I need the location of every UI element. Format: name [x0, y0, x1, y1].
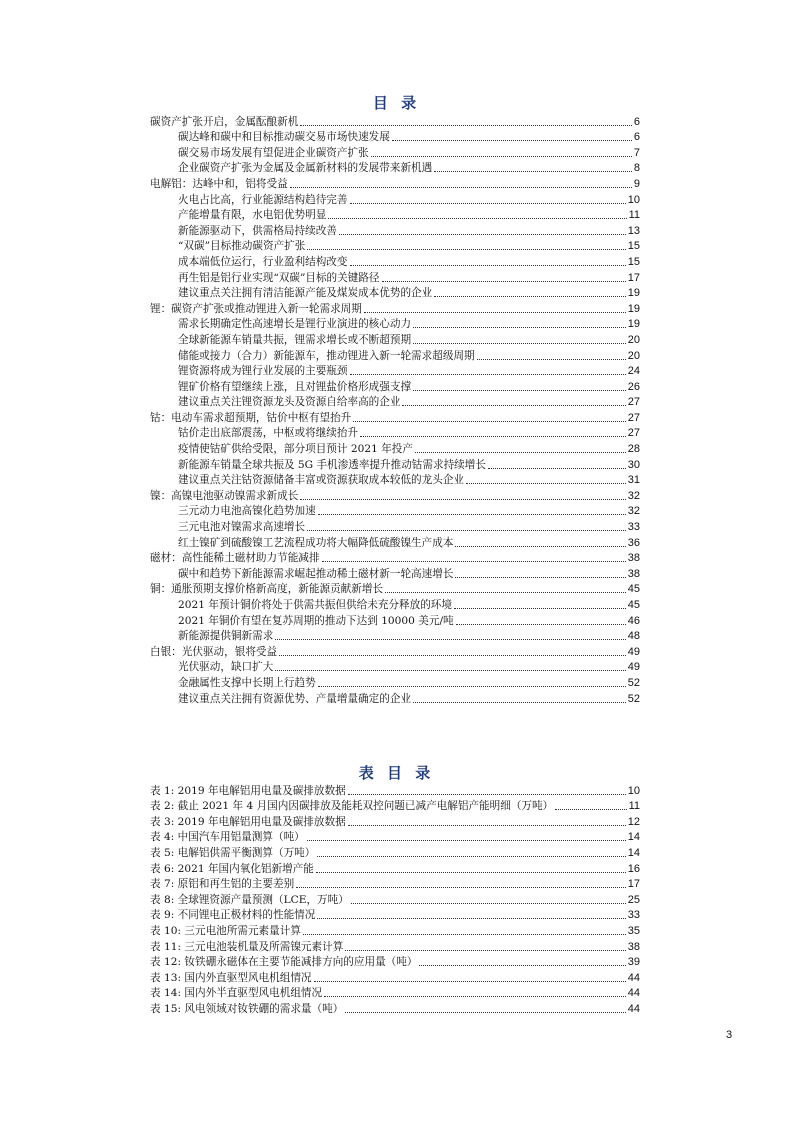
- table-toc-entry-label: 表 9: 不同锂电正极材料的性能情况: [150, 909, 316, 922]
- table-toc-entry[interactable]: [150, 876, 640, 892]
- toc-entry[interactable]: [150, 674, 640, 690]
- table-toc-list: [150, 782, 640, 1016]
- toc-entry[interactable]: [150, 456, 640, 472]
- toc-entry-label: 三元动力电池高镍化趋势加速: [178, 505, 316, 518]
- toc-entry[interactable]: [150, 363, 640, 379]
- leader-dots: [307, 530, 626, 531]
- toc-entry-page: 7: [633, 146, 640, 159]
- toc-entry[interactable]: [150, 612, 640, 628]
- toc-entry-page: 45: [627, 599, 640, 611]
- toc-entry-page: 49: [627, 661, 640, 674]
- toc-entry-page: 38: [627, 552, 640, 565]
- toc-entry-page: 28: [627, 443, 640, 456]
- toc-entry-label: 钴价走出底部震荡，中枢或将继续抬升: [178, 427, 359, 440]
- leader-dots: [316, 872, 626, 873]
- page-number: 3: [726, 1029, 733, 1041]
- toc-entry-page: 45: [627, 583, 640, 596]
- leader-dots: [413, 327, 626, 328]
- toc-entry-label: 新能源提供铜新需求: [178, 630, 274, 643]
- toc-entry-page: 27: [627, 396, 640, 409]
- toc-entry[interactable]: [150, 518, 640, 534]
- toc-entry-page: 19: [627, 287, 640, 300]
- toc-entry-label: 需求长期确定性高速增长是锂行业演进的核心动力: [178, 318, 412, 331]
- toc-entry-label: 锂矿价格有望继续上涨，且对锂盐价格形成强支撑: [178, 380, 412, 393]
- table-toc-entry[interactable]: [150, 891, 640, 907]
- toc-entry-label: 建议重点关注拥有资源优势、产量增量确定的企业: [178, 692, 412, 705]
- leader-dots: [413, 343, 626, 344]
- toc-entry[interactable]: [150, 222, 640, 238]
- toc-entry-label: 电解铝：达峰中和，铝将受益: [150, 177, 288, 190]
- toc-entry-page: 11: [628, 209, 640, 222]
- leader-dots: [345, 1012, 625, 1013]
- leader-dots: [456, 624, 626, 625]
- toc-entry-page: 48: [627, 630, 640, 643]
- table-toc-entry-page: 38: [627, 940, 640, 953]
- toc-entry-label: 金融属性支撑中长期上行趋势: [178, 676, 316, 689]
- toc-entry-label: 产能增量有限，水电铝优势明显: [178, 209, 327, 222]
- toc-entry-label: 白银：光伏驱动，银将受益: [150, 645, 278, 658]
- table-toc-entry-label: 表 14: 国内外半直驱型风电机组情况: [150, 987, 323, 1000]
- toc-entry[interactable]: [150, 487, 640, 503]
- toc-entry-label: 全球新能源车销量共振，锂需求增长或不断超预期: [178, 333, 412, 346]
- toc-entry[interactable]: [150, 285, 640, 301]
- toc-entry-label: 光伏驱动，缺口扩大: [178, 661, 274, 674]
- table-toc-entry-page: 12: [627, 815, 640, 828]
- table-toc-entry-page: 17: [627, 878, 640, 891]
- toc-entry-label: 铜：通胀预期支撑价格新高度，新能源贡献新增长: [150, 583, 384, 596]
- toc-entry-label: 再生铝是铝行业实现“双碳”目标的关键路径: [178, 271, 380, 284]
- leader-dots: [351, 903, 626, 904]
- toc-entry-label: 2021 年预计铜价将处于供需共振但供给未充分释放的环境: [178, 599, 452, 611]
- toc-entry-page: 13: [627, 224, 640, 237]
- table-toc-entry[interactable]: [150, 954, 640, 970]
- toc-entry-label: 碳达峰和碳中和目标推动碳交易市场快速发展: [178, 131, 390, 144]
- table-toc-entry[interactable]: [150, 938, 640, 954]
- toc-entry-label: 碳交易市场发展有望促进企业碳资产扩张: [178, 146, 369, 159]
- toc-entry[interactable]: [150, 113, 640, 129]
- toc-entry-page: 15: [627, 240, 640, 253]
- toc-entry[interactable]: [150, 331, 640, 347]
- toc-entry-label: 企业碳资产扩张为金属及金属新材料的发展带来新机遇: [178, 162, 433, 175]
- toc-entry[interactable]: [150, 534, 640, 550]
- leader-dots: [350, 374, 626, 375]
- toc-entry[interactable]: [150, 316, 640, 332]
- table-toc-entry[interactable]: [150, 782, 640, 798]
- leader-dots: [455, 577, 625, 578]
- toc-entry-page: 46: [627, 614, 640, 627]
- leader-dots: [290, 187, 632, 188]
- toc-entry-label: 锂：碳资产扩张或推动锂进入新一轮需求周期: [150, 302, 362, 315]
- toc-entry[interactable]: [150, 394, 640, 410]
- leader-dots: [317, 856, 625, 857]
- toc-entry[interactable]: [150, 565, 640, 581]
- leader-dots: [555, 809, 626, 810]
- toc-entry-label: 疫情使钴矿供给受限，部分项目预计 2021 年投产: [178, 443, 413, 456]
- toc-entry[interactable]: [150, 347, 640, 363]
- leader-dots: [419, 965, 625, 966]
- leader-dots: [318, 686, 626, 687]
- leader-dots: [385, 592, 626, 593]
- toc-entry[interactable]: [150, 175, 640, 191]
- toc-entry-label: 建议重点关注锂资源龙头及资源自给率高的企业: [178, 396, 401, 409]
- table-toc-entry-label: 表 6: 2021 年国内氧化铝新增产能: [150, 862, 314, 875]
- leader-dots: [348, 825, 626, 826]
- toc-entry[interactable]: [150, 440, 640, 456]
- toc-entry-page: 6: [633, 115, 640, 128]
- leader-dots: [466, 483, 626, 484]
- toc-entry-page: 10: [627, 193, 640, 206]
- leader-dots: [382, 281, 626, 282]
- toc-entry-label: 新能源驱动下，供需格局持续改善: [178, 224, 337, 237]
- toc-entry[interactable]: [150, 690, 640, 706]
- toc-entry-label: 三元电池对镍需求高速增长: [178, 521, 306, 534]
- leader-dots: [348, 794, 626, 795]
- table-toc-entry-page: 44: [627, 1002, 640, 1015]
- toc-entry[interactable]: [150, 238, 640, 254]
- toc-entry-page: 27: [627, 411, 640, 424]
- leader-dots: [279, 655, 626, 656]
- leader-dots: [300, 125, 632, 126]
- leader-dots: [364, 312, 626, 313]
- leader-dots: [413, 702, 626, 703]
- table-toc-entry-page: 39: [627, 956, 640, 969]
- toc-entry[interactable]: [150, 253, 640, 269]
- table-toc-entry-page: 33: [627, 909, 640, 922]
- toc-entry-page: 19: [627, 302, 640, 315]
- toc-entry-page: 27: [627, 427, 640, 440]
- toc-entry-page: 33: [627, 521, 640, 534]
- toc-entry-page: 9: [633, 177, 640, 190]
- leader-dots: [350, 203, 626, 204]
- leader-dots: [300, 499, 625, 500]
- toc-entry-label: 锂资源将成为锂行业发展的主要瓶颈: [178, 365, 348, 378]
- table-toc-entry-label: 表 12: 钕铁硼永磁体在主要节能减排方向的应用量（吨）: [150, 956, 418, 969]
- table-toc-entry[interactable]: [150, 969, 640, 985]
- toc-entry-page: 24: [627, 365, 640, 378]
- table-toc-entry-label: 表 11: 三元电池装机量及所需镍元素计算: [150, 940, 344, 953]
- toc-entry[interactable]: [150, 596, 640, 612]
- leader-dots: [318, 514, 626, 515]
- table-toc-entry[interactable]: [150, 844, 640, 860]
- toc-list: [150, 113, 640, 706]
- leader-dots: [275, 670, 625, 671]
- table-toc-entry[interactable]: [150, 985, 640, 1001]
- toc-entry-label: 新能源车销量全球共振及 5G 手机渗透率提升推动钴需求持续增长: [178, 458, 486, 471]
- leader-dots: [371, 156, 632, 157]
- leader-dots: [317, 918, 625, 919]
- leader-dots: [488, 468, 626, 469]
- toc-entry-label: “双碳”目标推动碳资产扩张: [178, 240, 306, 253]
- table-toc-title: 表 目 录: [358, 764, 435, 782]
- toc-entry-page: 38: [627, 567, 640, 580]
- toc-entry-page: 19: [627, 318, 640, 331]
- table-toc-entry-page: 16: [627, 862, 640, 875]
- table-toc-entry-page: 35: [627, 924, 640, 937]
- table-toc-entry-label: 表 2: 截止 2021 年 4 月国内因碳排放及能耗双控问题已减产电解铝产能明细（万吨）: [150, 800, 554, 813]
- toc-entry-label: 建议重点关注拥有清洁能源产能及煤炭成本优势的企业: [178, 287, 433, 300]
- toc-entry-label: 磁材：高性能稀土磁材助力节能减排: [150, 552, 320, 565]
- table-toc-entry[interactable]: [150, 829, 640, 845]
- leader-dots: [328, 218, 626, 219]
- leader-dots: [322, 561, 626, 562]
- toc-entry-label: 红土镍矿到硫酸镍工艺流程成功将大幅降低硫酸镍生产成本: [178, 536, 454, 549]
- toc-entry-label: 建议重点关注钴资源储备丰富或资源获取成本较低的龙头企业: [178, 474, 465, 487]
- toc-entry-label: 钴：电动车需求超预期，钴价中枢有望抬升: [150, 411, 352, 424]
- leader-dots: [296, 887, 626, 888]
- toc-entry-label: 碳资产扩张开启，金属酝酿新机: [150, 115, 299, 128]
- leader-dots: [455, 546, 625, 547]
- toc-entry[interactable]: [150, 207, 640, 223]
- toc-entry-page: 31: [627, 474, 640, 487]
- leader-dots: [392, 140, 632, 141]
- table-toc-entry-label: 表 5: 电解铝供需平衡测算（万吨）: [150, 846, 316, 859]
- table-toc-entry[interactable]: [150, 1000, 640, 1016]
- toc-entry[interactable]: [150, 581, 640, 597]
- toc-entry[interactable]: [150, 550, 640, 566]
- leader-dots: [339, 234, 626, 235]
- table-toc-entry-label: 表 1: 2019 年电解铝用电量及碳排放数据: [150, 784, 346, 797]
- table-toc-entry[interactable]: [150, 813, 640, 829]
- table-toc-entry[interactable]: [150, 922, 640, 938]
- leader-dots: [360, 436, 626, 437]
- toc-entry-page: 20: [627, 349, 640, 362]
- toc-entry[interactable]: [150, 269, 640, 285]
- toc-entry-page: 15: [627, 255, 640, 268]
- toc-entry[interactable]: [150, 378, 640, 394]
- toc-entry-page: 32: [627, 489, 640, 502]
- toc-entry[interactable]: [150, 643, 640, 659]
- toc-entry-page: 8: [633, 162, 640, 175]
- table-toc-entry-label: 表 10: 三元电池所需元素量计算: [150, 924, 301, 937]
- toc-entry-page: 52: [627, 692, 640, 705]
- leader-dots: [307, 840, 626, 841]
- toc-entry-page: 26: [627, 380, 640, 393]
- toc-entry-page: 49: [627, 645, 640, 658]
- toc-entry[interactable]: [150, 425, 640, 441]
- toc-entry[interactable]: [150, 129, 640, 145]
- table-toc-entry-label: 表 13: 国内外直驱型风电机组情况: [150, 971, 312, 984]
- toc-entry[interactable]: [150, 144, 640, 160]
- table-toc-entry-label: 表 8: 全球锂资源产量预测（LCE，万吨）: [150, 893, 349, 906]
- table-toc-entry-label: 表 7: 原铝和再生铝的主要差别: [150, 878, 295, 891]
- table-toc-entry-page: 44: [627, 971, 640, 984]
- toc-entry[interactable]: [150, 409, 640, 425]
- toc-entry[interactable]: [150, 300, 640, 316]
- leader-dots: [353, 421, 625, 422]
- leader-dots: [345, 950, 625, 951]
- table-toc-entry-label: 表 3: 2019 年电解铝用电量及碳排放数据: [150, 815, 346, 828]
- toc-entry-label: 碳中和趋势下新能源需求崛起推动稀土磁材新一轮高速增长: [178, 567, 454, 580]
- table-toc-entry[interactable]: [150, 798, 640, 814]
- table-toc-entry-page: 14: [627, 846, 640, 859]
- toc-entry-page: 30: [627, 458, 640, 471]
- leader-dots: [454, 608, 626, 609]
- leader-dots: [434, 296, 626, 297]
- table-toc-entry-page: 10: [627, 784, 640, 797]
- toc-entry-label: 火电占比高，行业能源结构趋待完善: [178, 193, 348, 206]
- leader-dots: [415, 452, 626, 453]
- table-toc-entry-page: 25: [627, 893, 640, 906]
- toc-entry-label: 储能或接力（合力）新能源车，推动锂进入新一轮需求超级周期: [178, 349, 475, 362]
- toc-entry-page: 6: [633, 131, 640, 144]
- toc-entry[interactable]: [150, 160, 640, 176]
- leader-dots: [307, 249, 625, 250]
- toc-entry-label: 2021 年铜价有望在复苏周期的推动下达到 10000 美元/吨: [178, 614, 454, 627]
- toc-entry[interactable]: [150, 628, 640, 644]
- toc-entry-page: 32: [627, 505, 640, 518]
- table-toc-entry-page: 11: [628, 800, 640, 813]
- toc-entry-page: 20: [627, 333, 640, 346]
- table-toc-entry-page: 44: [627, 987, 640, 1000]
- leader-dots: [350, 265, 626, 266]
- leader-dots: [413, 390, 626, 391]
- toc-entry-label: 镍：高镍电池驱动镍需求新成长: [150, 489, 299, 502]
- leader-dots: [314, 981, 626, 982]
- leader-dots: [434, 171, 632, 172]
- toc-title: 目 录: [372, 94, 421, 112]
- toc-entry[interactable]: [150, 191, 640, 207]
- leader-dots: [324, 996, 626, 997]
- leader-dots: [477, 359, 626, 360]
- toc-entry-page: 52: [627, 676, 640, 689]
- leader-dots: [275, 639, 625, 640]
- toc-entry[interactable]: [150, 472, 640, 488]
- toc-entry[interactable]: [150, 503, 640, 519]
- toc-entry-label: 成本端低位运行，行业盈利结构改变: [178, 255, 348, 268]
- toc-entry-page: 17: [627, 271, 640, 284]
- table-toc-entry[interactable]: [150, 860, 640, 876]
- leader-dots: [303, 934, 626, 935]
- table-toc-entry-label: 表 15: 风电领域对钕铁硼的需求量（吨）: [150, 1002, 344, 1015]
- leader-dots: [402, 405, 625, 406]
- table-toc-entry-page: 14: [627, 831, 640, 844]
- toc-entry[interactable]: [150, 659, 640, 675]
- table-toc-entry-label: 表 4: 中国汽车用铝量测算（吨）: [150, 831, 305, 844]
- toc-entry-page: 36: [627, 536, 640, 549]
- table-toc-entry[interactable]: [150, 907, 640, 923]
